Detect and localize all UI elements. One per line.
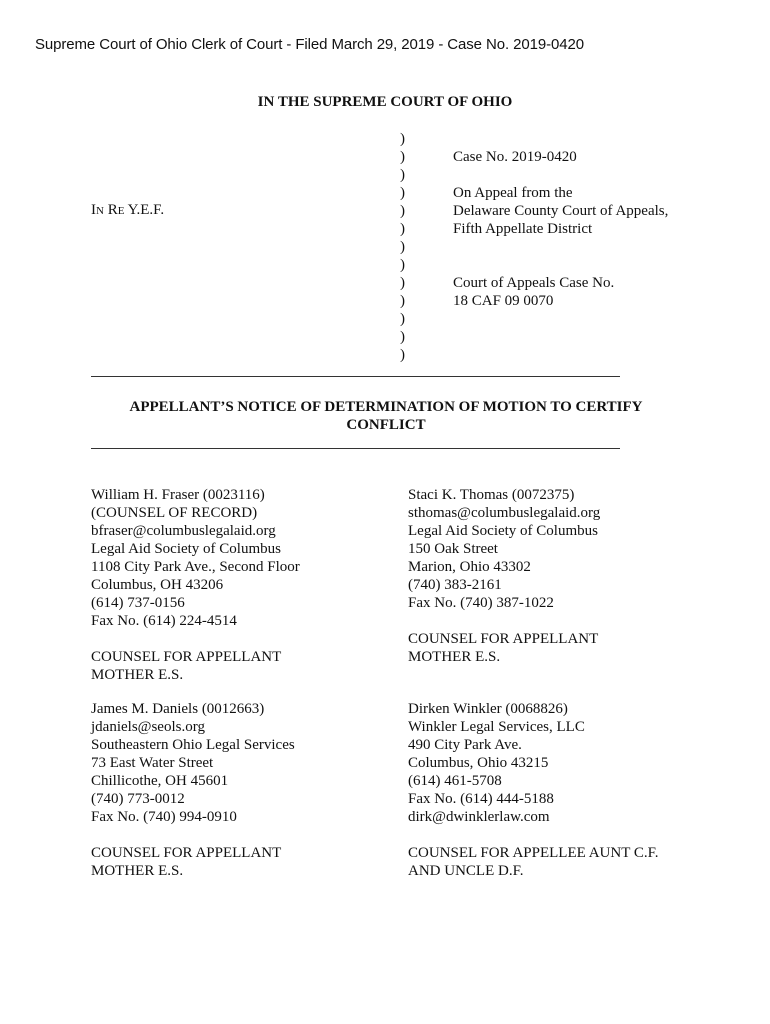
spacer-line [453, 238, 713, 256]
paren: ) [400, 347, 405, 363]
attorney-email: dirk@dwinklerlaw.com [408, 809, 550, 825]
appeals-case-label: Court of Appeals Case No. [453, 275, 615, 291]
attorney-phone: (740) 383-2161 [408, 577, 502, 593]
spacer [91, 630, 421, 648]
appeal-from: On Appeal from the [453, 185, 573, 201]
attorney-fax: Fax No. (740) 387-1022 [408, 595, 554, 611]
spacer [408, 826, 738, 844]
counsel-role: COUNSEL FOR APPELLANT [408, 631, 599, 647]
attorney-street: 150 Oak Street [408, 541, 498, 557]
attorney-organization: Southeastern Ohio Legal Services [91, 737, 295, 753]
spacer-line [453, 256, 713, 274]
attorney-organization: Legal Aid Society of Columbus [91, 541, 281, 557]
counsel-role: MOTHER E.S. [408, 649, 501, 665]
attorney-name: Dirken Winkler (0068826) [408, 701, 568, 717]
attorney-organization: Legal Aid Society of Columbus [408, 523, 598, 539]
attorney-city: Columbus, Ohio 43215 [408, 755, 549, 771]
counsel-role: MOTHER E.S. [91, 667, 184, 683]
title-rule-top [91, 376, 620, 377]
document-title-line: CONFLICT [346, 417, 426, 433]
counsel-block-winkler [408, 700, 738, 880]
paren: ) [400, 131, 405, 147]
appeal-district: Fifth Appellate District [453, 221, 593, 237]
party-name: Y.E.F. [124, 202, 165, 218]
attorney-name: William H. Fraser (0023116) [91, 487, 265, 503]
paren: ) [400, 311, 405, 327]
attorney-city: Marion, Ohio 43302 [408, 559, 531, 575]
paren: ) [400, 185, 405, 201]
attorney-phone: (614) 737-0156 [91, 595, 185, 611]
spacer-line [453, 166, 713, 184]
paren: ) [400, 329, 405, 345]
attorney-name: James M. Daniels (0012663) [91, 701, 265, 717]
case-number: Case No. 2019-0420 [453, 149, 577, 165]
attorney-fax: Fax No. (740) 994-0910 [91, 809, 237, 825]
paren: ) [400, 167, 405, 183]
attorney-email: jdaniels@seols.org [91, 719, 205, 735]
attorney-street: 73 East Water Street [91, 755, 214, 771]
paren: ) [400, 257, 405, 273]
paren: ) [400, 149, 405, 165]
caption-parentheses [400, 130, 414, 364]
paren: ) [400, 221, 405, 237]
counsel-role: COUNSEL FOR APPELLANT [91, 845, 282, 861]
document-title [91, 398, 681, 434]
attorney-email: sthomas@columbuslegalaid.org [408, 505, 601, 521]
counsel-block-daniels [91, 700, 421, 880]
attorney-phone: (614) 461-5708 [408, 773, 502, 789]
attorney-fax: Fax No. (614) 224-4514 [91, 613, 237, 629]
document-title-line: APPELLANT’S NOTICE OF DETERMINATION OF MOTION TO CERTIFY [129, 399, 643, 415]
counsel-role: COUNSEL FOR APPELLANT [91, 649, 282, 665]
paren: ) [400, 293, 405, 309]
attorney-email: bfraser@columbuslegalaid.org [91, 523, 276, 539]
spacer [91, 826, 421, 844]
attorney-street: 1108 City Park Ave., Second Floor [91, 559, 300, 575]
counsel-block-fraser [91, 486, 421, 684]
attorney-street: 490 City Park Ave. [408, 737, 522, 753]
attorney-name: Staci K. Thomas (0072375) [408, 487, 575, 503]
paren: ) [400, 239, 405, 255]
attorney-city: Chillicothe, OH 45601 [91, 773, 229, 789]
counsel-role: COUNSEL FOR APPELLEE AUNT C.F. [408, 845, 659, 861]
case-caption-party [91, 202, 164, 219]
attorney-fax: Fax No. (614) 444-5188 [408, 791, 554, 807]
title-rule-bottom [91, 448, 620, 449]
attorney-designation: (COUNSEL OF RECORD) [91, 505, 258, 521]
attorney-phone: (740) 773-0012 [91, 791, 185, 807]
attorney-organization: Winkler Legal Services, LLC [408, 719, 585, 735]
paren: ) [400, 275, 405, 291]
counsel-role: MOTHER E.S. [91, 863, 184, 879]
appeals-case-number: 18 CAF 09 0070 [453, 293, 554, 309]
case-details [453, 148, 713, 310]
appeal-court: Delaware County Court of Appeals, [453, 203, 669, 219]
counsel-block-thomas [408, 486, 738, 666]
paren: ) [400, 203, 405, 219]
filing-stamp: Supreme Court of Ohio Clerk of Court - Filed March 29, 2019 - Case No. 2019-0420 [35, 36, 584, 53]
in-re-prefix: In Re [91, 202, 125, 218]
spacer [408, 612, 738, 630]
court-title: IN THE SUPREME COURT OF OHIO [257, 94, 513, 110]
counsel-role: AND UNCLE D.F. [408, 863, 524, 879]
attorney-city: Columbus, OH 43206 [91, 577, 224, 593]
